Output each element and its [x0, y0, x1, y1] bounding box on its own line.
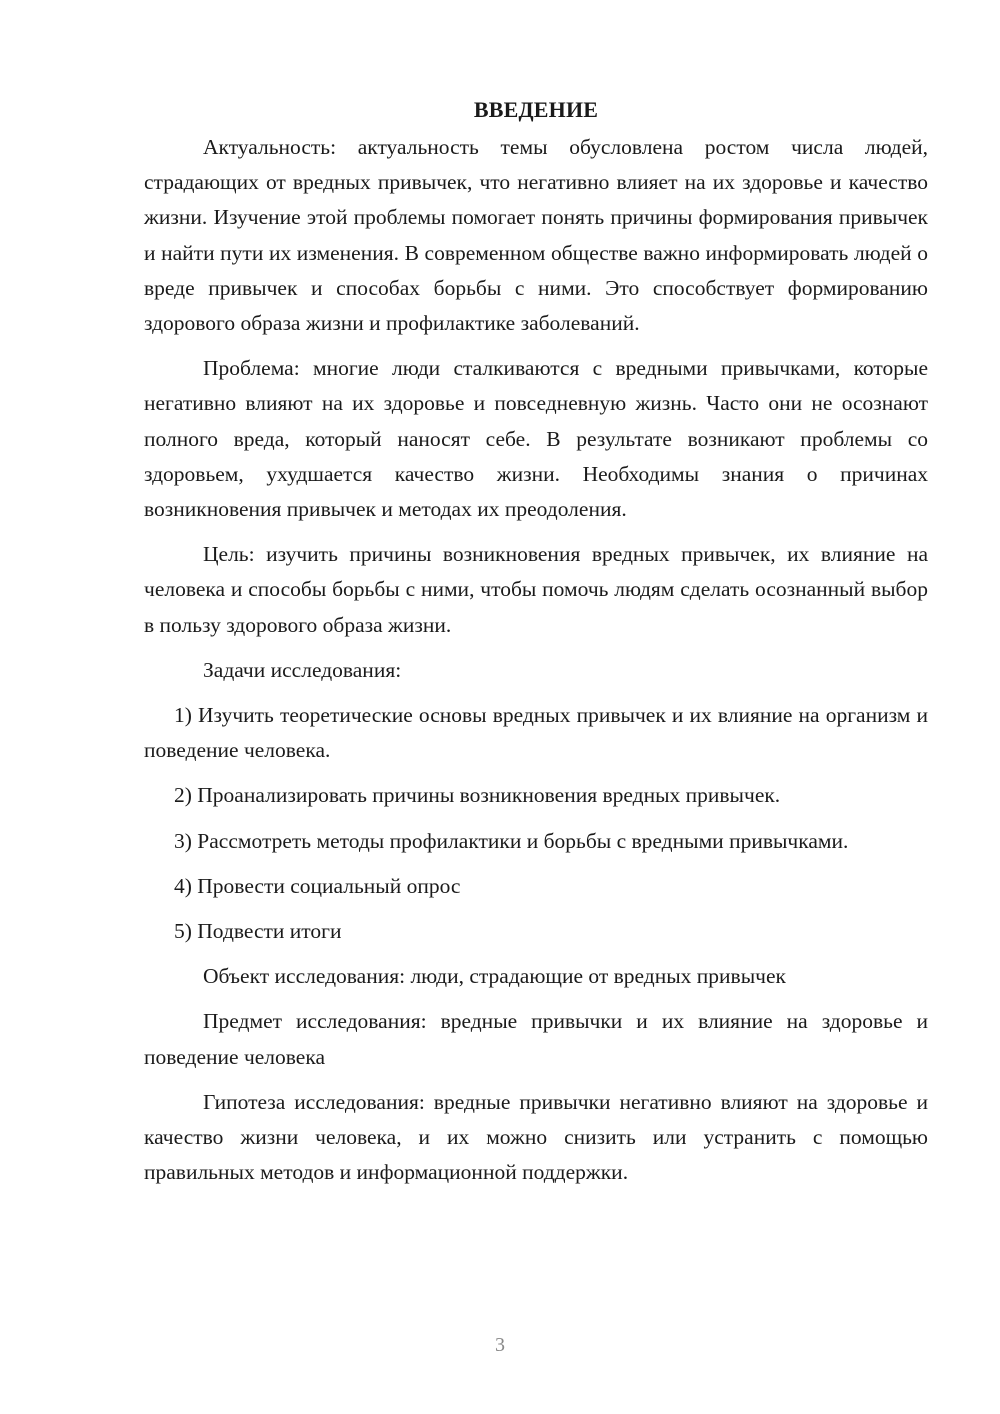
task-item-3: 3) Рассмотреть методы профилактики и борьбы с вредными привычками.	[174, 828, 849, 853]
task-item-4: 4) Провести социальный опрос	[174, 873, 461, 898]
page-number: 3	[495, 1334, 505, 1356]
task-item-1: 1) Изучить теоретические основы вредных привычек и их влияние на организм и поведение человека.	[144, 703, 928, 763]
relevance-paragraph: Актуальность: актуальность темы обусловлена ростом числа людей, страдающих от вредных привычек, что негативно влияет на их здоровье и качество жизни. Изучение этой проблемы помогает понять причины формирования привычек и найти пути их изменения. В современном обществе важно информировать людей о вреде привычек и способах борьбы с ними. Это способствует формированию здорового образа жизни и профилактике заболеваний.	[144, 135, 928, 336]
task-item-2: 2) Проанализировать причины возникновения вредных привычек.	[174, 783, 781, 808]
object-paragraph: Объект исследования: люди, страдающие от вредных привычек	[203, 964, 786, 989]
subject-paragraph: Предмет исследования: вредные привычки и их влияние на здоровье и поведение человека	[144, 1009, 928, 1069]
document-page	[144, 92, 928, 1200]
goal-paragraph: Цель: изучить причины возникновения вредных привычек, их влияние на человека и способы борьбы с ними, чтобы помочь людям сделать осознанный выбор в пользу здорового образа жизни.	[144, 542, 928, 637]
problem-paragraph: Проблема: многие люди сталкиваются с вредными привычками, которые негативно влияют на их здоровье и повседневную жизнь. Часто они не осознают полного вреда, который наносят себе. В результате возникают проблемы со здоровьем, ухудшается качество жизни. Необходимы знания о причинах возникновения привычек и методах их преодоления.	[144, 356, 928, 522]
page-title: ВВЕДЕНИЕ	[473, 97, 599, 122]
hypothesis-paragraph: Гипотеза исследования: вредные привычки негативно влияют на здоровье и качество жизни человека, и их можно снизить или устранить с помощью правильных методов и информационной поддержки.	[144, 1089, 928, 1185]
tasks-heading: Задачи исследования:	[203, 657, 402, 682]
task-item-5: 5) Подвести итоги	[174, 919, 342, 944]
